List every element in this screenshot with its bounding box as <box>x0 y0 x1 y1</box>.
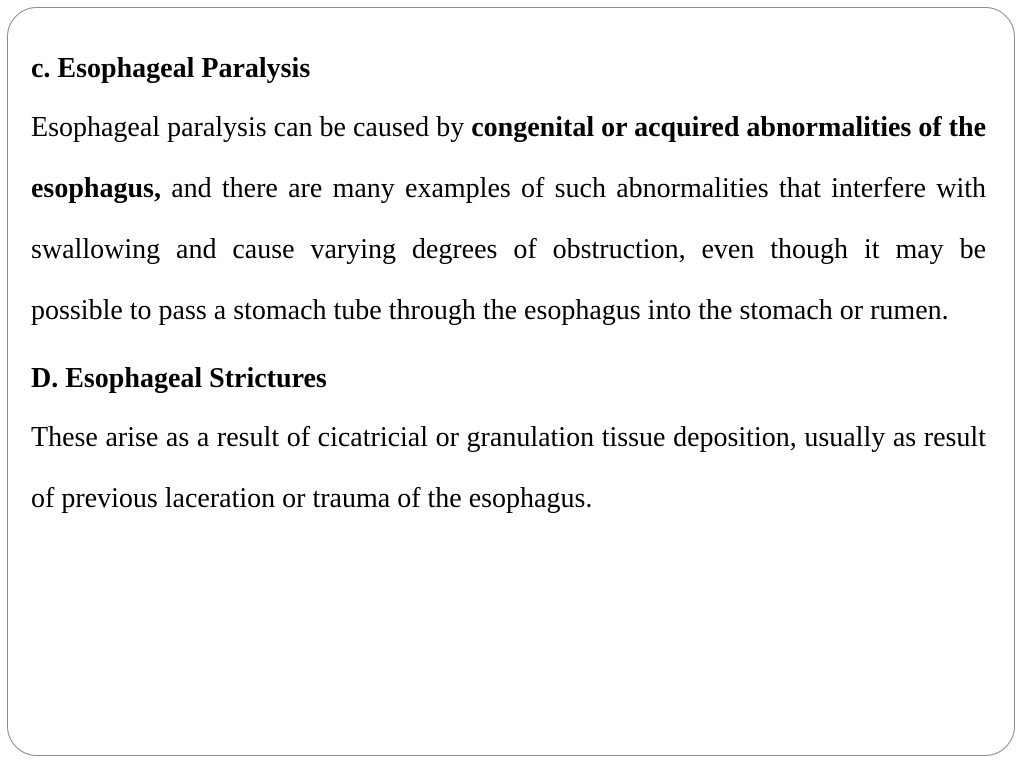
paragraph-bold-text: congenital or acquired abnormalities of the esophagus, <box>31 112 987 204</box>
slide-content <box>31 47 986 529</box>
heading-esophageal-strictures: D. Esophageal Strictures <box>31 363 327 394</box>
heading-esophageal-paralysis: c. Esophageal Paralysis <box>31 53 311 84</box>
paragraph-esophageal-paralysis <box>31 97 986 341</box>
paragraph-text-before: Esophageal paralysis can be caused by <box>31 112 472 143</box>
paragraph-text-after: and there are many examples of such abnormalities that interfere with swallowing and cause varying degrees of obstruction, even though it may be possible to pass a stomach tube through the esophagus into the stomach or rumen. <box>31 173 986 326</box>
paragraph-esophageal-strictures: These arise as a result of cicatricial or granulation tissue deposition, usually as result of previous laceration or trauma of the esophagus. <box>31 422 986 514</box>
